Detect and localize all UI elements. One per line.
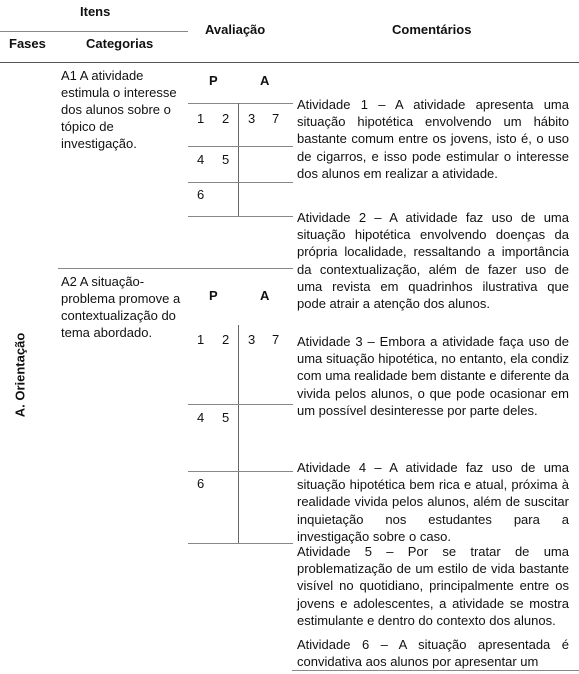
a2-a-label: A (260, 288, 270, 303)
a1-line-1 (188, 103, 293, 104)
a1-num: 5 (222, 152, 230, 167)
a2-line-1 (188, 404, 293, 405)
a2-num: 6 (197, 476, 205, 491)
comentario-atividade-2: Atividade 2 – A atividade faz uso de uma situação hipotética envolvendo doenças da própria localidade, ressaltando a importância da contextualização, além de fazer uso de uma revista em quadrinhos ilustrativa que pode atrair a atenção dos alunos. (297, 210, 569, 312)
a2-num: 7 (272, 332, 280, 347)
a1-num: 7 (272, 111, 280, 126)
comments-bottom-border (292, 670, 579, 671)
comentario-atividade-3: Atividade 3 – Embora a atividade faça uso de uma situação hipotética, no entanto, ela condiz com uma realidade bem distante e diferente da vivida pelos alunos, o que pode ocasionar em um possível desinteresse por parte deles. (297, 334, 569, 418)
header-categorias: Categorias (86, 36, 154, 51)
a2-p-label: P (209, 288, 218, 303)
a1-line-3 (188, 182, 293, 183)
a2-num: 3 (248, 332, 256, 347)
a1-line-4 (188, 216, 293, 217)
header-divider (0, 31, 188, 32)
categoria-a2: A2 A situação-problema promove a contextualização do tema abordado. (61, 274, 181, 340)
comentario-atividade-5: Atividade 5 – Por se tratar de uma problematização de um estilo de vida bastante visível no quotidiano, principalmente entre os jovens e adolescentes, a atividade se mostra estimulante e dentro do contexto dos alunos. (297, 544, 569, 628)
a1-num: 4 (197, 152, 205, 167)
a1-num: 6 (197, 187, 205, 202)
header-fases: Fases (9, 36, 46, 51)
header-itens: Itens (80, 4, 111, 19)
a2-line-3 (188, 543, 293, 544)
comentario-atividade-1: Atividade 1 – A atividade apresenta uma situação hipotética envolvendo um hábito bastante comum entre os jovens, isto é, o uso de cigarros, e isso pode estimular o interesse dos alunos em realizar a atividade. (297, 97, 569, 181)
a2-num: 5 (222, 410, 230, 425)
a1-a-label: A (260, 73, 270, 88)
a2-line-2 (188, 471, 293, 472)
comentario-atividade-4: Atividade 4 – A atividade faz uso de uma situação hipotética bem rica e atual, próxima à realidade vivida pelos alunos, além de suscitar inquietação nos estudantes para a investigação sobre o caso. (297, 460, 569, 544)
header-avaliacao: Avaliação (205, 22, 266, 37)
a2-divider (238, 325, 239, 543)
a2-num: 2 (222, 332, 230, 347)
a2-num: 4 (197, 410, 205, 425)
header-bottom-border (0, 62, 579, 63)
comentario-atividade-6: Atividade 6 – A situação apresentada é convidativa aos alunos por apresentar um (297, 637, 569, 670)
a1-p-label: P (209, 73, 218, 88)
a1-num: 3 (248, 111, 256, 126)
fase-label: A. Orientação (12, 332, 28, 418)
a2-num: 1 (197, 332, 205, 347)
a1-num: 1 (197, 111, 205, 126)
category-separator (58, 268, 293, 269)
a1-divider (238, 103, 239, 216)
a1-line-2 (188, 146, 293, 147)
a1-num: 2 (222, 111, 230, 126)
categoria-a1: A1 A atividade estimula o interesse dos alunos sobre o tópico de investigação. (61, 68, 177, 151)
header-comentarios: Comentários (392, 22, 472, 37)
